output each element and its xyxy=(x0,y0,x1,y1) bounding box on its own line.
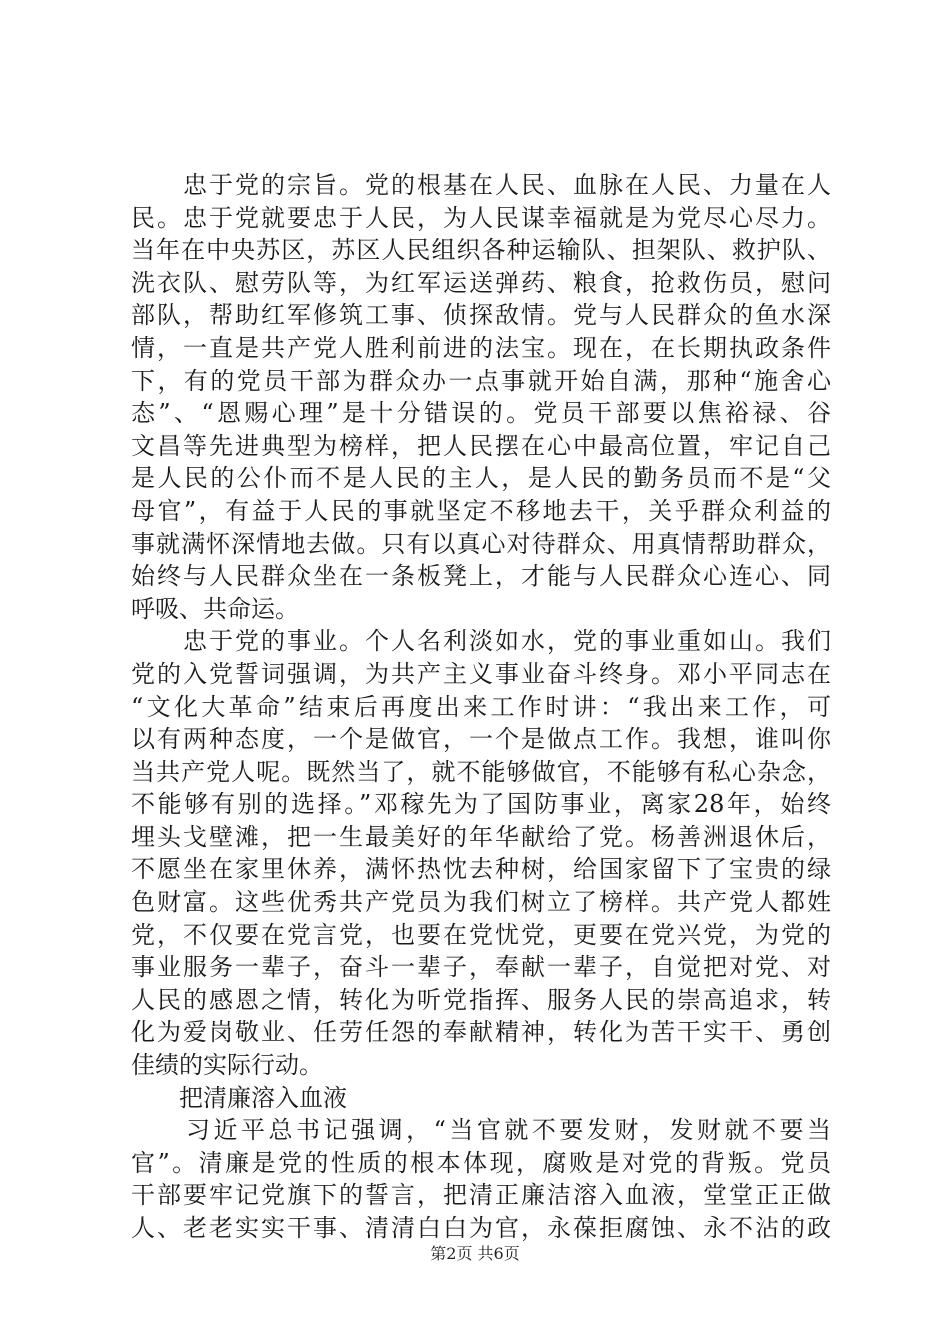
text-line: 下，有的党员干部为群众办一点事就开始自满，那种“施舍心 xyxy=(131,366,831,395)
text-line: 母官”，有益于人民的事就坚定不移地去干，关乎群众利益的 xyxy=(131,496,831,525)
text-line: 忠于党的宗旨。党的根基在人民、血脉在人民、力量在人 xyxy=(131,171,831,199)
text-line: 始终与人民群众坐在一条板凳上，才能与人民群众心连心、同 xyxy=(131,562,831,591)
text-line: 文昌等先进典型为榜样，把人民摆在心中最高位置，牢记自己 xyxy=(131,431,831,460)
text-line: 人民的感恩之情，转化为听党指挥、服务人民的崇高追求，转 xyxy=(131,985,831,1014)
text-line: 忠于党的事业。个人名利淡如水，党的事业重如山。我们 xyxy=(131,627,831,656)
text-line: 党的入党誓词强调，为共产主义事业奋斗终身。邓小平同志在 xyxy=(131,659,831,688)
text-line: 态”、“恩赐心理”是十分错误的。党员干部要以焦裕禄、谷 xyxy=(131,399,831,428)
text-line: 部队，帮助红军修筑工事、侦探敌情。党与人民群众的鱼水深 xyxy=(131,301,831,330)
text-line: 事业服务一辈子，奋斗一辈子，奉献一辈子，自觉把对党、对 xyxy=(131,953,831,982)
text-line: 洗衣队、慰劳队等，为红军运送弹药、粮食，抢救伤员，慰问 xyxy=(131,268,831,297)
text-line: 不愿坐在家里休养，满怀热忱去种树，给国家留下了宝贵的绿 xyxy=(131,855,831,884)
text-line: 情，一直是共产党人胜利前进的法宝。现在，在长期执政条件 xyxy=(131,333,831,362)
text-line: 当年在中央苏区，苏区人民组织各种运输队、担架队、救护队、 xyxy=(131,236,831,265)
page-footer: 第2页 共6页 xyxy=(430,1244,520,1263)
text-line: 事就满怀深情地去做。只有以真心对待群众、用真情帮助群众， xyxy=(131,529,831,558)
text-line: “文化大革命”结束后再度出来工作时讲：“我出来工作，可 xyxy=(131,692,831,721)
text-line: 化为爱岗敬业、任劳任怨的奉献精神，转化为苦干实干、勇创 xyxy=(131,1018,831,1047)
text-line: 以有两种态度，一个是做官，一个是做点工作。我想，谁叫你 xyxy=(131,725,831,754)
text-line: 是人民的公仆而不是人民的主人，是人民的勤务员而不是“父 xyxy=(131,464,831,493)
text-line: 不能够有别的选择。”邓稼先为了国防事业，离家28年，始终 xyxy=(131,790,831,819)
body-text xyxy=(131,169,831,1245)
text-line: 官”。清廉是党的性质的根本体现，腐败是对党的背叛。党员 xyxy=(131,1148,831,1177)
text-line: 干部要牢记党旗下的誓言，把清正廉洁溶入血液，堂堂正正做 xyxy=(131,1181,831,1210)
text-line: 民。忠于党就要忠于人民，为人民谋幸福就是为党尽心尽力。 xyxy=(131,203,831,232)
text-line: 把清廉溶入血液 xyxy=(131,1083,347,1112)
text-line: 色财富。这些优秀共产党员为我们树立了榜样。共产党人都姓 xyxy=(131,888,831,917)
text-line: 佳绩的实际行动。 xyxy=(131,1051,323,1080)
text-line: 当共产党人呢。既然当了，就不能够做官，不能够有私心杂念， xyxy=(131,757,831,786)
text-line: 埋头戈壁滩，把一生最美好的年华献给了党。杨善洲退休后， xyxy=(131,822,831,851)
text-line: 人、老老实实干事、清清白白为官，永葆拒腐蚀、永不沾的政 xyxy=(131,1214,831,1242)
text-line: 呼吸、共命运。 xyxy=(131,594,299,623)
text-line: 党，不仅要在党言党，也要在党忧党，更要在党兴党，为党的 xyxy=(131,920,831,949)
text-line: 习近平总书记强调，“当官就不要发财，发财就不要当 xyxy=(131,1116,831,1145)
